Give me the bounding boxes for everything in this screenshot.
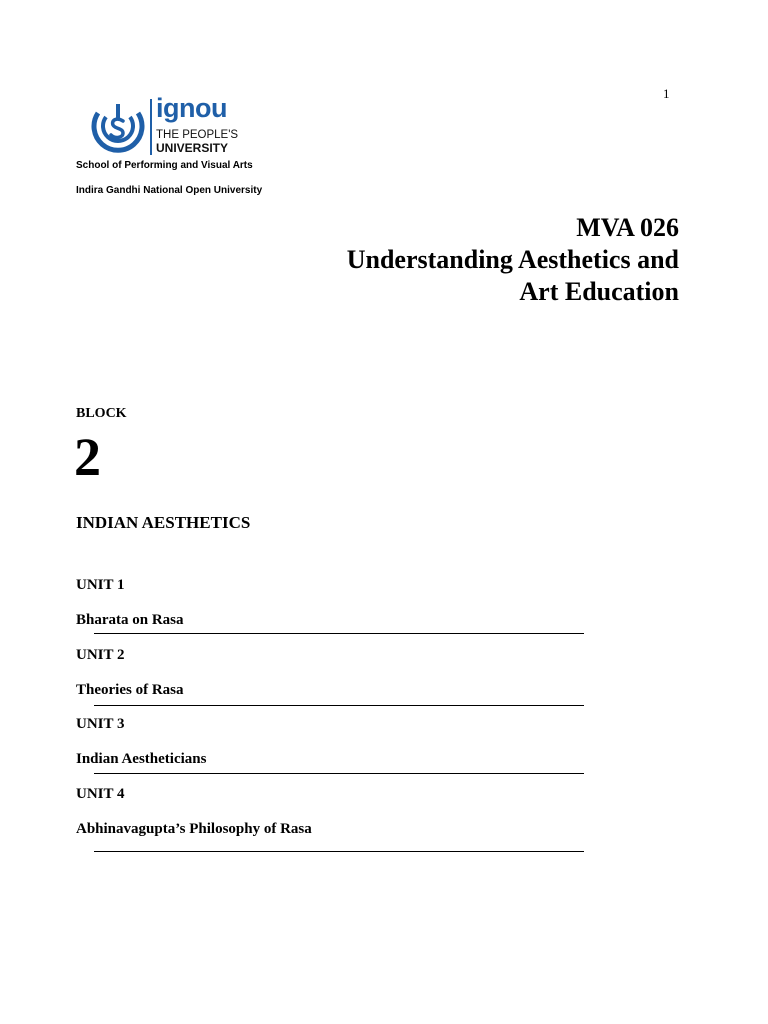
course-title-line: Art Education xyxy=(519,277,679,306)
unit-label: UNIT 3 xyxy=(76,716,125,732)
logo-tagline: UNIVERSITY xyxy=(156,141,229,155)
course-heading xyxy=(347,212,679,308)
unit-title: Bharata on Rasa xyxy=(76,612,184,628)
school-name: School of Performing and Visual Arts xyxy=(76,160,253,171)
unit-divider xyxy=(94,633,584,634)
block-number: 2 xyxy=(74,427,101,487)
unit-label: UNIT 4 xyxy=(76,786,125,802)
logo-tagline: THE PEOPLE'S xyxy=(156,129,239,141)
block-label: BLOCK xyxy=(76,406,127,421)
course-title-line: Understanding Aesthetics and xyxy=(346,245,679,274)
ignou-logo xyxy=(90,93,250,155)
page-number: 1 xyxy=(663,86,670,101)
block-title: INDIAN AESTHETICS xyxy=(76,513,251,532)
unit-label: UNIT 2 xyxy=(76,647,125,663)
unit-title: Indian Aestheticians xyxy=(76,751,207,767)
unit-title: Theories of Rasa xyxy=(76,682,184,698)
logo-divider xyxy=(150,99,152,155)
unit-divider xyxy=(94,851,584,852)
unit-title: Abhinavagupta’s Philosophy of Rasa xyxy=(76,821,312,837)
university-name: Indira Gandhi National Open University xyxy=(76,185,263,196)
unit-divider xyxy=(94,773,584,774)
logo-wordmark: ignou xyxy=(156,93,227,123)
unit-divider xyxy=(94,705,584,706)
ignou-emblem-icon xyxy=(90,101,146,153)
unit-label: UNIT 1 xyxy=(76,577,125,593)
course-code: MVA 026 xyxy=(576,213,679,242)
